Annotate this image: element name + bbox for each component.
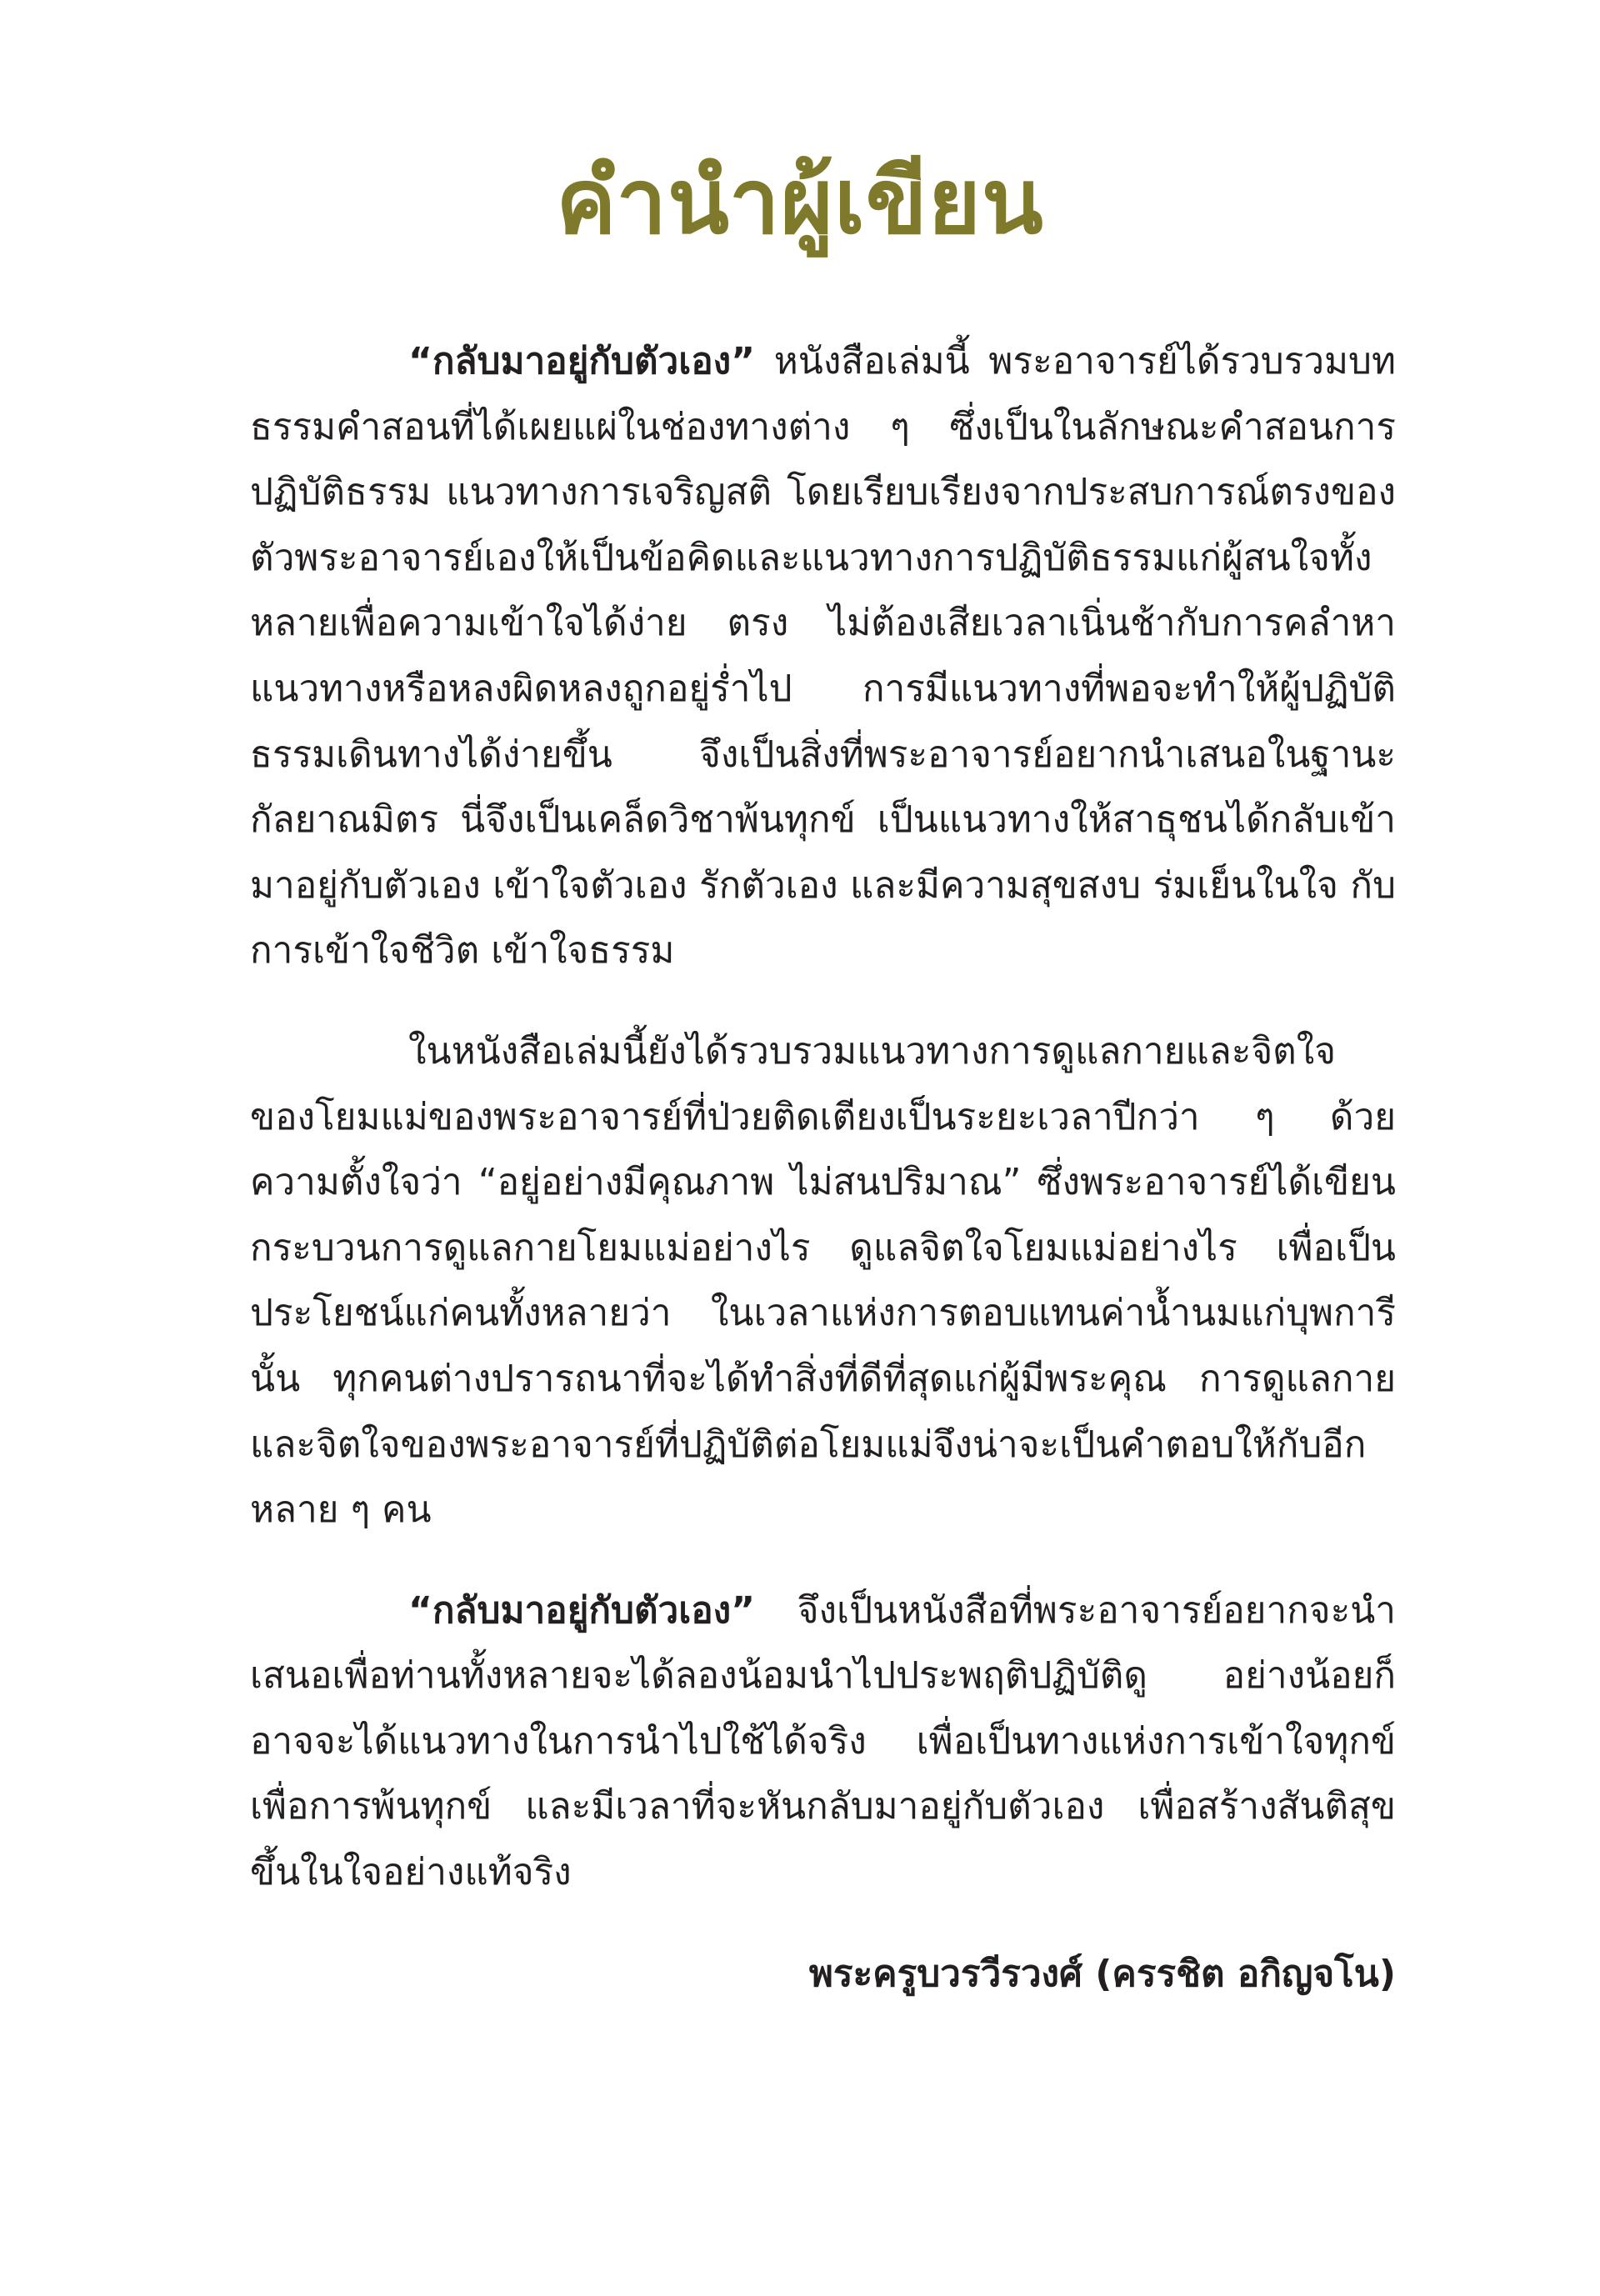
paragraph-1-text: หนังสือเล่มนี้ พระอาจารย์ได้รวบรวมบทธรรมคำสอนที่ได้เผยแผ่ในช่องทางต่าง ๆ ซึ่งเป็นในลักษณะคำสอนการปฏิบัติธรรม แนวทางการเจริญสติ โดยเรียบเรียงจากประสบการณ์ตรงของตัวพระอาจารย์เองให้เป็นข้อคิดและแนวทางการปฏิบัติธรรมแก่ผู้สนใจทั้งหลายเพื่อความเข้าใจได้ง่าย ตรง ไม่ต้องเสียเวลาเนิ่นช้ากับการคลำหาแนวทางหรือหลงผิดหลงถูกอยู่ร่ำไป การมีแนวทางที่พอจะทำให้ผู้ปฏิบัติธรรมเดินทางได้ง่ายขึ้น จึงเป็นสิ่งที่พระอาจารย์อยากนำเสนอในฐานะกัลยาณมิตร นี่จึงเป็นเคล็ดวิชาพ้นทุกข์ เป็นแนวทางให้สาธุชนได้กลับเข้ามาอยู่กับตัวเอง เข้าใจตัวเอง รักตัวเอง และมีความสุขสงบ ร่มเย็นในใจ กับการเข้าใจชีวิต เข้าใจธรรม — [250, 340, 1396, 973]
author-signature: พระครูบวรวีรวงศ์ (ครรชิต อกิญจโน) — [808, 1952, 1396, 1995]
paragraph-1 — [250, 329, 1396, 984]
page-title: คำนำผู้เขียน — [556, 150, 1044, 254]
paragraph-2-text: ในหนังสือเล่มนี้ยังได้รวบรวมแนวทางการดูแลกายและจิตใจของโยมแม่ของพระอาจารย์ที่ป่วยติดเตียงเป็นระยะเวลาปีกว่า ๆ ด้วยความตั้งใจว่า “อยู่อย่างมีคุณภาพ ไม่สนปริมาณ” ซึ่งพระอาจารย์ได้เขียนกระบวนการดูแลกายโยมแม่อย่างไร ดูแลจิตใจโยมแม่อย่างไร เพื่อเป็นประโยชน์แก่คนทั้งหลายว่า ในเวลาแห่งการตอบแทนค่าน้ำนมแก่บุพการีนั้น ทุกคนต่างปรารถนาที่จะได้ทำสิ่งที่ดีที่สุดแก่ผู้มีพระคุณ การดูแลกายและจิตใจของพระอาจารย์ที่ปฏิบัติต่อโยมแม่จึงน่าจะเป็นคำตอบให้กับอีกหลาย ๆ คน — [250, 1029, 1396, 1532]
preface-body — [250, 329, 1396, 2007]
book-title-quote: “กลับมาอยู่กับตัวเอง” — [408, 1588, 756, 1632]
paragraph-3 — [250, 1578, 1396, 1906]
book-title-quote: “กลับมาอยู่กับตัวเอง” — [408, 340, 756, 383]
paragraph-2 — [250, 1019, 1396, 1543]
paragraph-3-text: จึงเป็นหนังสือที่พระอาจารย์อยากจะนำเสนอเพื่อท่านทั้งหลายจะได้ลองน้อมนำไปประพฤติปฏิบัติดู อย่างน้อยก็อาจจะได้แนวทางในการนำไปใช้ได้จริง เพื่อเป็นทางแห่งการเข้าใจทุกข์ เพื่อการพ้นทุกข์ และมีเวลาที่จะหันกลับมาอยู่กับตัวเอง เพื่อสร้างสันติสุขขึ้นในใจอย่างแท้จริง — [250, 1588, 1396, 1894]
